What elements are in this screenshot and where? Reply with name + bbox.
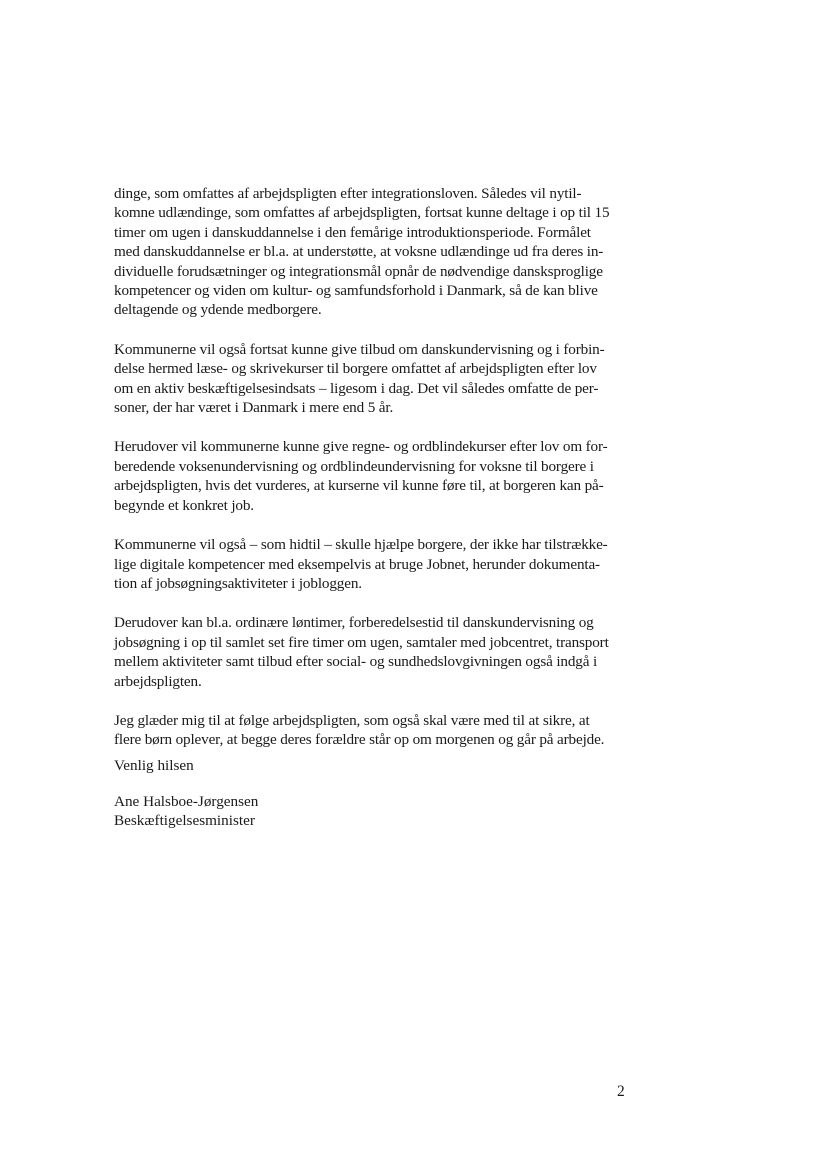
text-line: Herudover vil kommunerne kunne give regne- og ordblindekurser efter lov om for- [114, 438, 608, 456]
text-line: begynde et konkret job. [114, 496, 254, 514]
text-line: flere børn oplever, at begge deres forældre står op om morgenen og går på arbejde. [114, 731, 605, 749]
text-line: mellem aktiviteter samt tilbud efter social- og sundhedslovgivningen også indgå i [114, 653, 598, 671]
signer-title: Beskæftigelsesminister [114, 812, 255, 830]
text-line: tion af jobsøgningsaktiviteter i jobloggen. [114, 574, 362, 592]
text-line: timer om ugen i danskuddannelse i den femårige introduktionsperiode. Formålet [114, 223, 591, 241]
text-line: komne udlændinge, som omfattes af arbejdspligten, fortsat kunne deltage i op til 15 [114, 204, 610, 222]
page-number: 2 [617, 1083, 625, 1100]
paragraph-courses [114, 437, 634, 515]
text-line: arbejdspligten. [114, 672, 202, 690]
text-line: Kommunerne vil også – som hidtil – skulle hjælpe borgere, der ikke har tilstrække- [114, 536, 608, 554]
signature-block [114, 792, 258, 831]
text-line: jobsøgning i op til samlet set fire timer om ugen, samtaler med jobcentret, transport [114, 633, 609, 651]
text-line: med danskuddannelse er bl.a. at understøtte, at voksne udlændinge ud fra deres in- [114, 243, 604, 261]
paragraph-digital-skills [114, 535, 634, 593]
closing-salutation: Venlig hilsen [114, 757, 194, 774]
text-line: soner, der har været i Danmark i mere end 5 år. [114, 399, 394, 417]
paragraph-integration [114, 184, 634, 320]
text-line: arbejdspligten, hvis det vurderes, at kurserne vil kunne føre til, at borgeren kan på- [114, 477, 604, 495]
text-line: om en aktiv beskæftigelsesindsats – ligesom i dag. Det vil således omfatte de per- [114, 379, 599, 397]
text-line: Kommunerne vil også fortsat kunne give tilbud om danskundervisning og i forbin- [114, 340, 605, 358]
text-line: lige digitale kompetencer med eksempelvis at bruge Jobnet, herunder dokumenta- [114, 555, 600, 573]
text-line: delse hermed læse- og skrivekurser til borgere omfattet af arbejdspligten efter lov [114, 360, 597, 378]
text-line: Jeg glæder mig til at følge arbejdspligten, som også skal være med til at sikre, at [114, 711, 590, 729]
text-line: deltagende og ydende medborgere. [114, 301, 322, 319]
text-line: dividuelle forudsætninger og integrationsmål opnår de nødvendige dansksproglige [114, 262, 603, 280]
text-line: beredende voksenundervisning og ordblindeundervisning for voksne til borgere i [114, 457, 594, 475]
text-line: kompetencer og viden om kultur- og samfundsforhold i Danmark, så de kan blive [114, 282, 598, 300]
text-line: dinge, som omfattes af arbejdspligten efter integrationsloven. Således vil nytil- [114, 185, 582, 202]
paragraph-danish-teaching [114, 340, 634, 418]
letter-body [114, 184, 634, 770]
paragraph-conclusion [114, 711, 634, 750]
paragraph-activities [114, 613, 634, 691]
signer-name: Ane Halsboe-Jørgensen [114, 793, 259, 810]
text-line: Derudover kan bl.a. ordinære løntimer, forberedelsestid til danskundervisning og [114, 614, 594, 632]
